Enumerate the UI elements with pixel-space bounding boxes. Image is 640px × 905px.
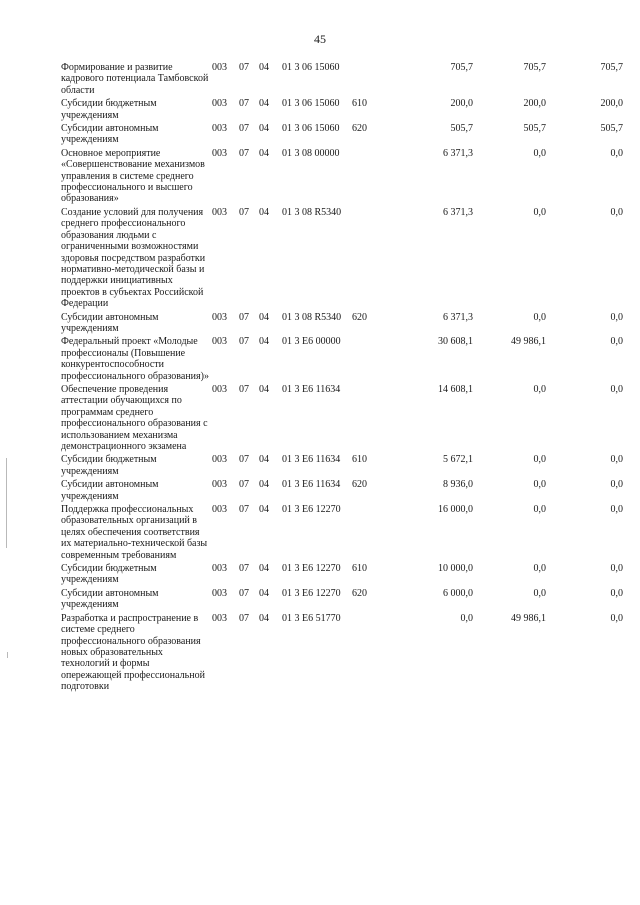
row-amount-year2: 0,0	[533, 311, 546, 323]
row-ved-code: 003	[212, 454, 227, 466]
row-amount-year1: 505,7	[450, 123, 473, 135]
row-name: Субсидии автономным учреждениям	[61, 311, 159, 334]
row-amount-year2: 0,0	[533, 504, 546, 516]
row-amount-year3: 0,0	[610, 479, 623, 491]
row-amount-year3: 0,0	[610, 612, 623, 624]
row-amount-year1: 705,7	[450, 62, 473, 73]
row-expense-type: 620	[352, 123, 367, 135]
row-expense-type	[352, 148, 380, 207]
row-subsection-code: 04	[259, 383, 269, 395]
row-ved-code: 003	[212, 479, 227, 491]
table-row	[61, 207, 623, 312]
row-name: Обеспечение проведения аттестации обучающихся по программам среднего профессионального образования с использованием механизма демонстрационного экзамена	[61, 383, 208, 452]
row-amount-year3: 0,0	[610, 504, 623, 516]
row-section-code: 07	[239, 563, 249, 575]
row-ved-code: 003	[212, 336, 227, 348]
row-section-code: 07	[239, 383, 249, 395]
row-ved-code: 003	[212, 563, 227, 575]
row-expense-type: 620	[352, 587, 367, 599]
row-subsection-code: 04	[259, 206, 269, 218]
row-amount-year3: 0,0	[610, 587, 623, 599]
row-subsection-code: 04	[259, 504, 269, 516]
row-amount-year1: 14 608,1	[438, 383, 473, 395]
row-ved-code: 003	[212, 147, 227, 159]
row-amount-year3: 0,0	[610, 383, 623, 395]
row-amount-year2: 0,0	[533, 563, 546, 575]
row-subsection-code: 04	[259, 98, 269, 110]
row-amount-year3: 705,7	[600, 62, 623, 73]
table-row	[61, 588, 623, 613]
row-target-article: 01 3 06 15060	[282, 123, 340, 135]
row-amount-year2: 0,0	[533, 383, 546, 395]
row-target-article: 01 3 E6 12270	[282, 587, 341, 599]
row-amount-year1: 200,0	[450, 98, 473, 110]
row-subsection-code: 04	[259, 147, 269, 159]
row-name: Субсидии автономным учреждениям	[61, 123, 159, 146]
row-subsection-code: 04	[259, 336, 269, 348]
row-target-article: 01 3 E6 11634	[282, 454, 341, 466]
row-section-code: 07	[239, 147, 249, 159]
table-row	[61, 336, 623, 384]
row-amount-year2: 0,0	[533, 206, 546, 218]
row-ved-code: 003	[212, 206, 227, 218]
row-expense-type	[352, 62, 380, 98]
row-subsection-code: 04	[259, 612, 269, 624]
row-name: Основное мероприятие «Совершенствование механизмов управления в системе среднего профессионального и высшего образования»	[61, 147, 205, 205]
row-section-code: 07	[239, 98, 249, 110]
row-name: Субсидии бюджетным учреждениям	[61, 563, 157, 586]
row-amount-year1: 6 000,0	[443, 587, 473, 599]
table-row	[61, 98, 623, 123]
row-name: Разработка и распространение в системе среднего профессионального образования новых образовательных технологий и формы опережающей профессиональной подготовки	[61, 612, 205, 693]
row-expense-type: 610	[352, 454, 367, 466]
row-amount-year2: 49 986,1	[511, 336, 546, 348]
row-subsection-code: 04	[259, 311, 269, 323]
row-target-article: 01 3 06 15060	[282, 98, 340, 110]
row-expense-type	[352, 207, 380, 312]
row-section-code: 07	[239, 612, 249, 624]
scan-artifact-dot	[7, 652, 8, 658]
row-amount-year3: 0,0	[610, 563, 623, 575]
row-amount-year2: 0,0	[533, 479, 546, 491]
row-ved-code: 003	[212, 311, 227, 323]
table-row	[61, 384, 623, 454]
row-target-article: 01 3 06 15060	[282, 62, 340, 73]
row-target-article: 01 3 E6 51770	[282, 612, 341, 624]
row-subsection-code: 04	[259, 479, 269, 491]
row-amount-year3: 0,0	[610, 147, 623, 159]
row-amount-year1: 6 371,3	[443, 206, 473, 218]
row-section-code: 07	[239, 336, 249, 348]
row-target-article: 01 3 08 R5340	[282, 206, 342, 218]
table-row	[61, 613, 623, 695]
row-ved-code: 003	[212, 504, 227, 516]
row-name: Субсидии автономным учреждениям	[61, 587, 159, 611]
table-row	[61, 504, 623, 563]
row-ved-code: 003	[212, 98, 227, 110]
row-target-article: 01 3 E6 00000	[282, 336, 341, 348]
row-subsection-code: 04	[259, 454, 269, 466]
budget-table-body	[61, 62, 623, 695]
row-ved-code: 003	[212, 383, 227, 395]
row-amount-year1: 0,0	[460, 612, 473, 624]
row-section-code: 07	[239, 123, 249, 135]
row-amount-year1: 30 608,1	[438, 336, 473, 348]
row-section-code: 07	[239, 206, 249, 218]
row-amount-year2: 49 986,1	[511, 612, 546, 624]
row-expense-type	[352, 504, 380, 563]
table-row	[61, 479, 623, 504]
row-amount-year2: 0,0	[533, 454, 546, 466]
row-target-article: 01 3 08 00000	[282, 147, 340, 159]
row-name: Субсидии бюджетным учреждениям	[61, 454, 157, 477]
row-target-article: 01 3 E6 12270	[282, 563, 341, 575]
row-ved-code: 003	[212, 62, 227, 73]
row-section-code: 07	[239, 504, 249, 516]
row-target-article: 01 3 E6 11634	[282, 383, 341, 395]
row-subsection-code: 04	[259, 587, 269, 599]
table-row	[61, 563, 623, 588]
table-row	[61, 312, 623, 337]
row-subsection-code: 04	[259, 563, 269, 575]
row-name: Субсидии бюджетным учреждениям	[61, 98, 157, 121]
row-amount-year3: 505,7	[600, 123, 623, 135]
row-section-code: 07	[239, 454, 249, 466]
row-amount-year1: 8 936,0	[443, 479, 473, 491]
row-amount-year3: 0,0	[610, 336, 623, 348]
row-name: Субсидии автономным учреждениям	[61, 479, 159, 502]
row-name: Федеральный проект «Молодые профессионалы (Повышение конкурентоспособности профессионального образования)»	[61, 336, 209, 382]
row-ved-code: 003	[212, 612, 227, 624]
table-row	[61, 454, 623, 479]
row-amount-year1: 5 672,1	[443, 454, 473, 466]
row-amount-year2: 200,0	[523, 98, 546, 110]
row-expense-type	[352, 384, 380, 454]
budget-table	[61, 62, 623, 695]
row-target-article: 01 3 08 R5340	[282, 311, 342, 323]
row-section-code: 07	[239, 587, 249, 599]
table-row	[61, 148, 623, 207]
row-amount-year1: 6 371,3	[443, 147, 473, 159]
row-expense-type: 610	[352, 563, 367, 575]
row-amount-year2: 0,0	[533, 587, 546, 599]
scan-artifact-line	[6, 458, 7, 548]
row-subsection-code: 04	[259, 62, 269, 73]
row-amount-year3: 0,0	[610, 454, 623, 466]
row-ved-code: 003	[212, 587, 227, 599]
row-name: Формирование и развитие кадрового потенциала Тамбовской области	[61, 62, 209, 96]
row-expense-type: 620	[352, 479, 367, 491]
row-target-article: 01 3 E6 12270	[282, 504, 341, 516]
row-section-code: 07	[239, 479, 249, 491]
row-ved-code: 003	[212, 123, 227, 135]
row-expense-type	[352, 336, 380, 384]
row-amount-year3: 0,0	[610, 311, 623, 323]
row-amount-year2: 705,7	[523, 62, 546, 73]
row-amount-year1: 16 000,0	[438, 504, 473, 516]
table-row	[61, 123, 623, 148]
row-expense-type	[352, 613, 380, 695]
row-section-code: 07	[239, 311, 249, 323]
row-amount-year1: 10 000,0	[438, 563, 473, 575]
page-number: 45	[314, 32, 326, 46]
row-expense-type: 610	[352, 98, 367, 110]
row-amount-year2: 0,0	[533, 147, 546, 159]
row-target-article: 01 3 E6 11634	[282, 479, 341, 491]
row-amount-year3: 0,0	[610, 206, 623, 218]
row-section-code: 07	[239, 62, 249, 73]
row-subsection-code: 04	[259, 123, 269, 135]
row-amount-year3: 200,0	[600, 98, 623, 110]
row-name: Поддержка профессиональных образовательных организаций в целях обеспечения соответствия их материально-технической базы современным требованиям	[61, 504, 208, 561]
table-row	[61, 62, 623, 98]
row-expense-type: 620	[352, 311, 367, 323]
row-name: Создание условий для получения среднего профессионального образования людьми с ограниченными возможностями здоровья посредством разработки нормативно-методической базы и поддержки инициативных проектов в субъектах Российской Федерации	[61, 206, 206, 310]
row-amount-year2: 505,7	[523, 123, 546, 135]
row-amount-year1: 6 371,3	[443, 311, 473, 323]
